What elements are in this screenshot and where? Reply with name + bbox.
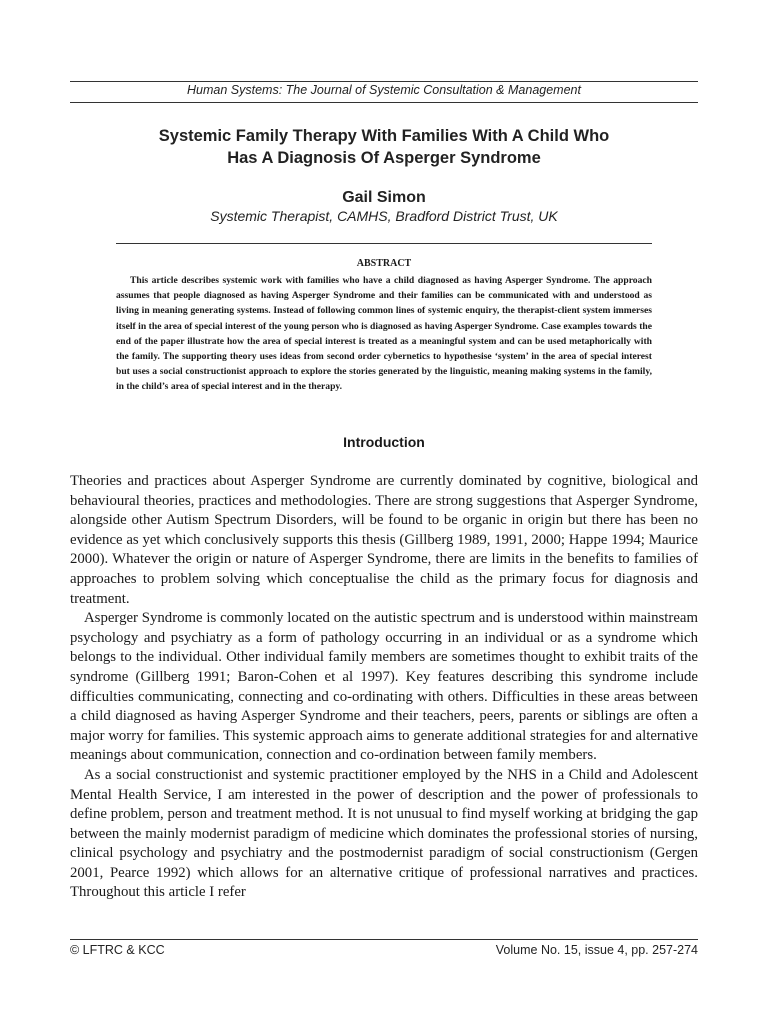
body-paragraph: As a social constructionist and systemic practitioner employed by the NHS in a Child and Adolescent Mental Health Service, I am interested in the power of description and the power of professionals to define problem, person and treatment method. It is not unusual to find myself working at bridging the gap between the mainly modernist paradigm of medicine which dominates the professional stories of nursing, clinical psychology and psychiatry and the postmodernist paradigm of social constructionism (Gergen 2001, Pearce 1992) which allows for an alternative critique of professional narratives and practices. Throughout this article I refer bbox=[70, 766, 698, 901]
body-paragraph: Theories and practices about Asperger Syndrome are currently dominated by cognitive, biological and behavioural theories, practices and methodologies. There are strong suggestions that Asperger Syndrome, alongside other Autism Spectrum Disorders, will be found to be organic in origin but there has been no evidence as yet which conclusively supports this thesis (Gillberg 1989, 1991, 2000; Happe 1994; Maurice 2000). Whatever the origin or nature of Asperger Syndrome, there are limits in the benefits to families of approaches to problem solving which conceptualise the child as the primary focus for diagnosis and treatment. bbox=[70, 473, 698, 607]
header-rule-bottom bbox=[70, 102, 698, 103]
abstract-rule bbox=[116, 243, 652, 244]
article-title-line-1: Systemic Family Therapy With Families With A Child Who bbox=[158, 127, 610, 145]
author-name: Gail Simon bbox=[342, 189, 426, 206]
volume-info: Volume No. 15, issue 4, pp. 257-274 bbox=[495, 943, 698, 957]
author-affiliation: Systemic Therapist, CAMHS, Bradford District Trust, UK bbox=[210, 208, 558, 224]
footer-rule bbox=[70, 939, 698, 940]
journal-name: Human Systems: The Journal of Systemic Consultation & Management bbox=[187, 83, 581, 97]
abstract-heading: ABSTRACT bbox=[356, 258, 412, 269]
introduction-body bbox=[70, 472, 698, 903]
abstract-text: This article describes systemic work with families who have a child diagnosed as having Asperger Syndrome. The approach assumes that people diagnosed as having Asperger Syndrome and their families can be communicated with and understood as living in meaning generating systems. Instead of following common lines of systemic enquiry, the therapist-client system immerses itself in the area of special interest of the young person who is diagnosed as having Asperger Syndrome. Case examples towards the end of the paper illustrate how the area of special interest is treated as a meaningful system and can be used metaphorically with the family. The supporting theory uses ideas from second order cybernetics to hypothesise ‘system’ in the area of special interest but uses a social constructionist approach to explore the stories generated by the linguistic, meaning making systems in the family, in the child’s area of special interest and in the therapy. bbox=[116, 275, 652, 393]
introduction-heading: Introduction bbox=[343, 434, 425, 450]
article-title-line-2: Has A Diagnosis Of Asperger Syndrome bbox=[227, 149, 541, 167]
body-paragraph: Asperger Syndrome is commonly located on the autistic spectrum and is understood within mainstream psychology and psychiatry as a form of pathology occurring in an individual or as a syndrome which belongs to the individual. Other individual family members are sometimes thought to exhibit traits of the syndrome (Gillberg 1991; Baron-Cohen et al 1997). Key features describing this syndrome include difficulties communicating, connecting and co-ordinating with others. Difficulties in these areas between a child diagnosed as having Asperger Syndrome and their teachers, peers, parents or siblings are often a major worry for families. This systemic approach aims to generate additional strategies for and alternative meanings about communication, connection and co-ordination between family members. bbox=[70, 610, 698, 764]
copyright-notice: © LFTRC & KCC bbox=[70, 943, 165, 957]
article-title bbox=[100, 125, 668, 169]
header-rule-top bbox=[70, 81, 698, 82]
